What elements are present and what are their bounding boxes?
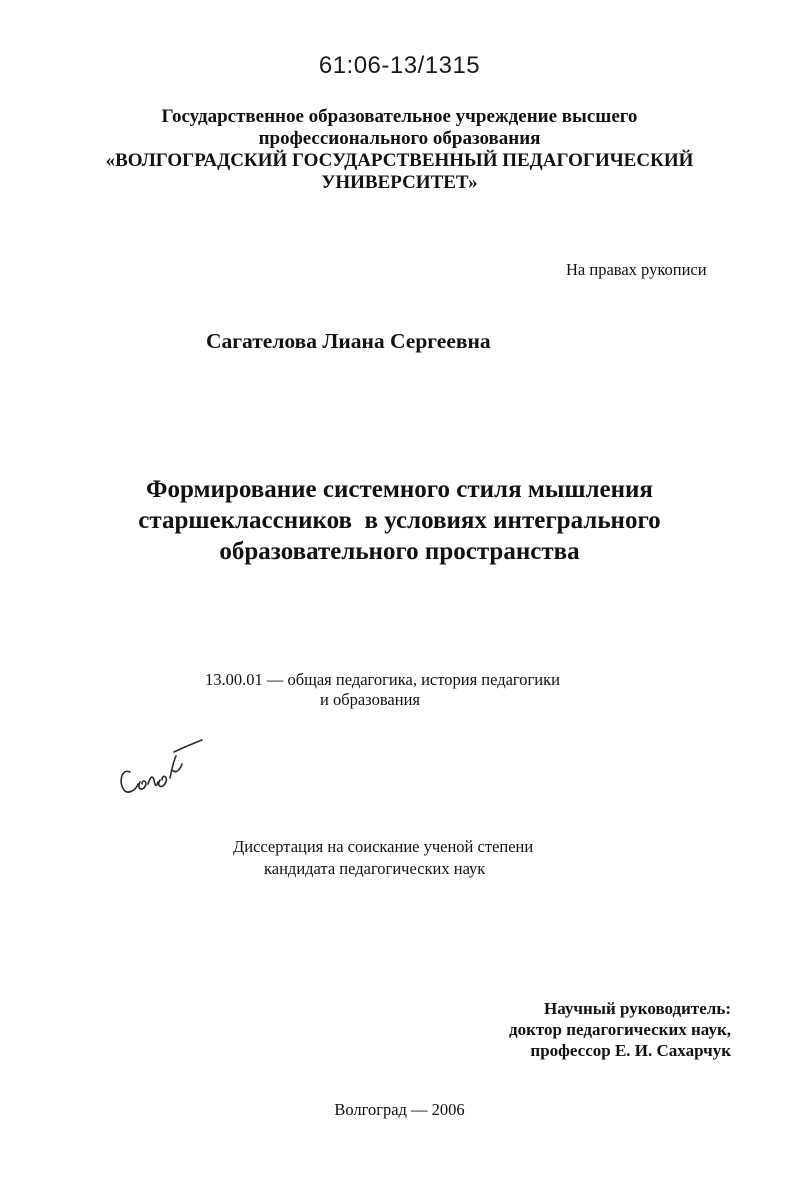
institution-line: УНИВЕРСИТЕТ» xyxy=(321,172,478,193)
supervisor-line: профессор Е. И. Сахарчук xyxy=(530,1041,731,1060)
institution-line: профессионального образования xyxy=(258,128,541,149)
handwritten-signature xyxy=(112,730,208,800)
city-year: Волгоград — 2006 xyxy=(334,1100,465,1119)
supervisor-line: доктор педагогических наук, xyxy=(509,1020,731,1039)
institution-name xyxy=(0,106,799,194)
supervisor-line: Научный руководитель: xyxy=(544,999,731,1018)
institution-line: Государственное образовательное учреждение высшего xyxy=(161,106,638,127)
title-line: образовательного пространства xyxy=(219,538,580,565)
institution-line: «ВОЛГОГРАДСКИЙ ГОСУДАРСТВЕННЫЙ ПЕДАГОГИЧЕСКИЙ xyxy=(105,150,694,171)
degree-line-1: Диссертация на соискание ученой степени xyxy=(233,837,534,856)
specialty-line-1: 13.00.01 — общая педагогика, история педагогики xyxy=(205,670,560,689)
manuscript-rights-note: На правах рукописи xyxy=(566,260,707,279)
degree-line-2: кандидата педагогических наук xyxy=(264,859,486,878)
specialty-line-2: и образования xyxy=(320,690,420,709)
supervisor-block xyxy=(509,998,731,1061)
dissertation-title xyxy=(0,474,799,567)
signature-stroke xyxy=(121,740,202,792)
author-name: Сагателова Лиана Сергеевна xyxy=(206,329,491,353)
title-line: Формирование системного стиля мышления xyxy=(146,476,653,503)
title-line: старшеклассников в условиях интегрального xyxy=(138,507,661,534)
archive-stamp: 61:06-13/1315 xyxy=(318,52,481,79)
